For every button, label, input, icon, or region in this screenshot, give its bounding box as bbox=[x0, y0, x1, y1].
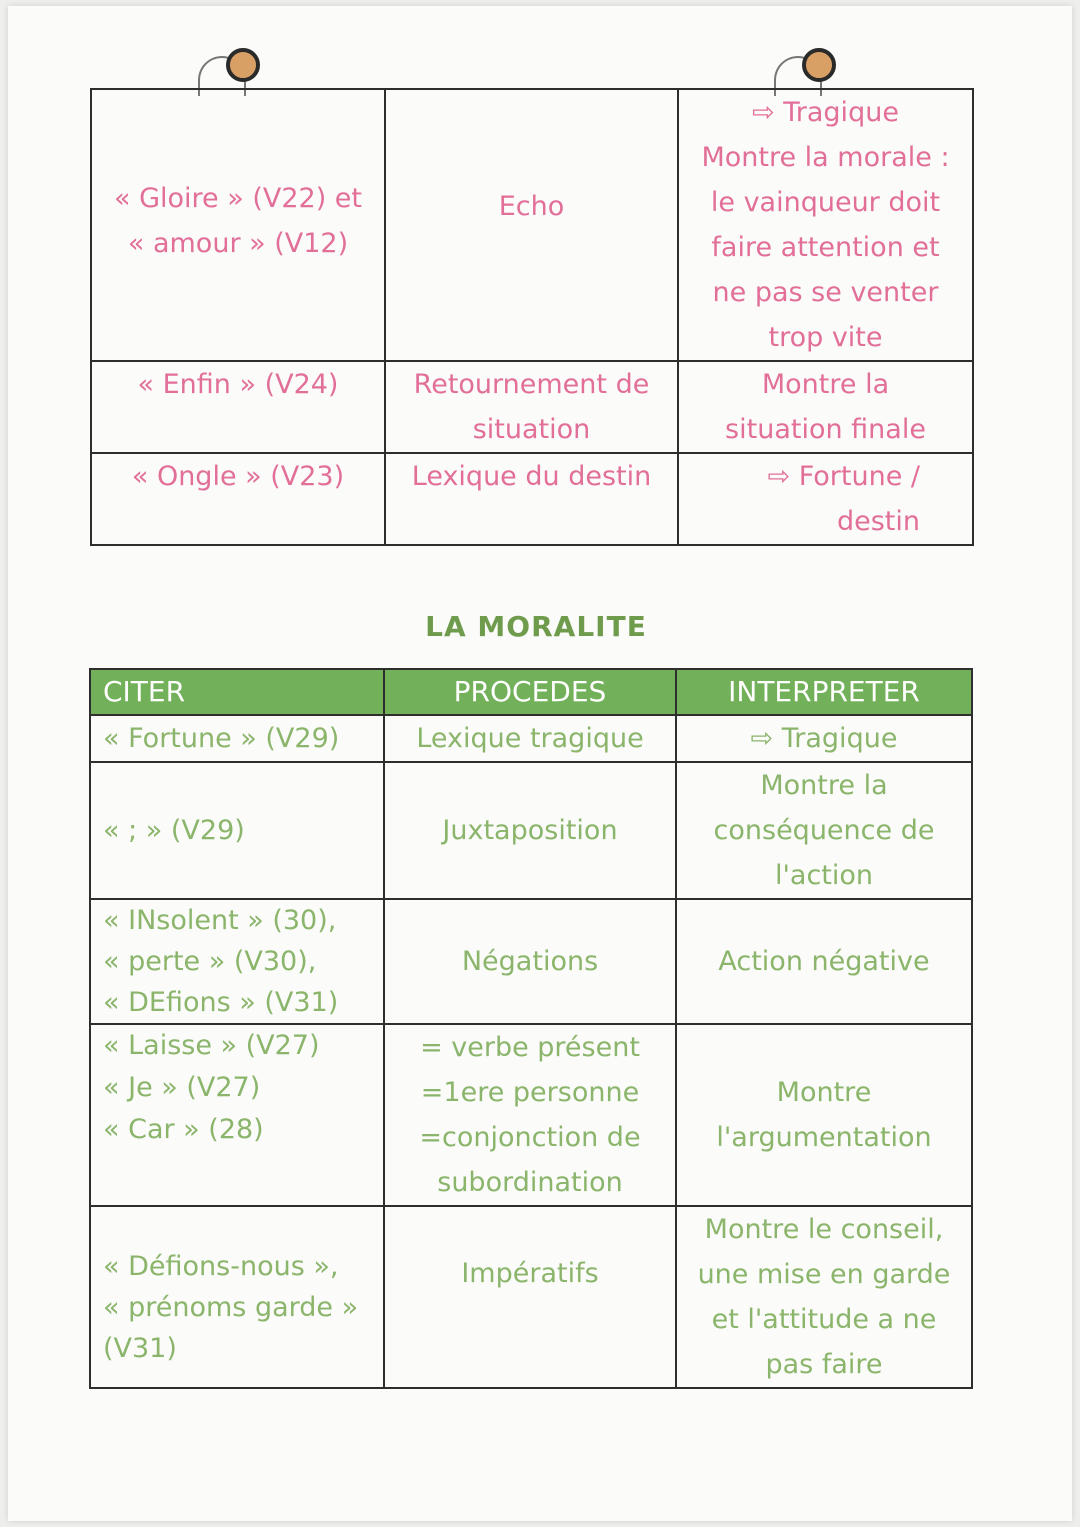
procede-cell: Retournement de situation bbox=[385, 361, 678, 453]
procede-cell: Négations bbox=[384, 899, 676, 1024]
column-header-citer: CITER bbox=[90, 669, 384, 715]
table-row bbox=[90, 899, 972, 1024]
table-row bbox=[91, 89, 973, 361]
section-title: LA MORALITE bbox=[425, 610, 647, 643]
morale-table bbox=[89, 668, 973, 1389]
cite-cell: « Défions-nous », « prénoms garde » (V31) bbox=[90, 1206, 384, 1388]
table-row bbox=[91, 453, 973, 545]
cite-cell: « Enfin » (V24) bbox=[91, 361, 385, 453]
binder-hole-left bbox=[226, 48, 260, 82]
notes-page bbox=[8, 6, 1072, 1521]
cite-cell: « Laisse » (V27) « Je » (V27) « Car » (28) bbox=[90, 1024, 384, 1206]
table-row bbox=[91, 361, 973, 453]
cite-cell: « Gloire » (V22) et « amour » (V12) bbox=[91, 89, 385, 361]
table-row bbox=[90, 715, 972, 762]
procede-cell: = verbe présent =1ere personne =conjonction de subordination bbox=[384, 1024, 676, 1206]
interpret-cell: ⇨ Fortune / destin bbox=[678, 453, 973, 545]
interpret-cell: Montre le conseil, une mise en garde et l'attitude a ne pas faire bbox=[676, 1206, 972, 1388]
interpret-cell: Action négative bbox=[676, 899, 972, 1024]
interpret-cell: Montre l'argumentation bbox=[676, 1024, 972, 1206]
analysis-table-top bbox=[90, 88, 974, 546]
interpret-cell: ⇨ Tragique Montre la morale : le vainqueur doit faire attention et ne pas se venter trop vite bbox=[678, 89, 973, 361]
cite-cell: « Fortune » (V29) bbox=[90, 715, 384, 762]
cite-cell: « INsolent » (30), « perte » (V30), « DEfions » (V31) bbox=[90, 899, 384, 1024]
column-header-procedes: PROCEDES bbox=[384, 669, 676, 715]
procede-cell: Echo bbox=[385, 89, 678, 361]
interpret-cell: Montre la conséquence de l'action bbox=[676, 762, 972, 899]
table-row bbox=[90, 1024, 972, 1206]
table-header-row bbox=[90, 669, 972, 715]
column-header-interpreter: INTERPRETER bbox=[676, 669, 972, 715]
table-row bbox=[90, 1206, 972, 1388]
procede-cell: Lexique tragique bbox=[384, 715, 676, 762]
procede-cell: Juxtaposition bbox=[384, 762, 676, 899]
cite-cell: « ; » (V29) bbox=[90, 762, 384, 899]
procede-cell: Impératifs bbox=[384, 1206, 676, 1388]
procede-cell: Lexique du destin bbox=[385, 453, 678, 545]
interpret-cell: ⇨ Tragique bbox=[676, 715, 972, 762]
binder-hole-right bbox=[802, 48, 836, 82]
table-row bbox=[90, 762, 972, 899]
cite-cell: « Ongle » (V23) bbox=[91, 453, 385, 545]
interpret-cell: Montre la situation finale bbox=[678, 361, 973, 453]
